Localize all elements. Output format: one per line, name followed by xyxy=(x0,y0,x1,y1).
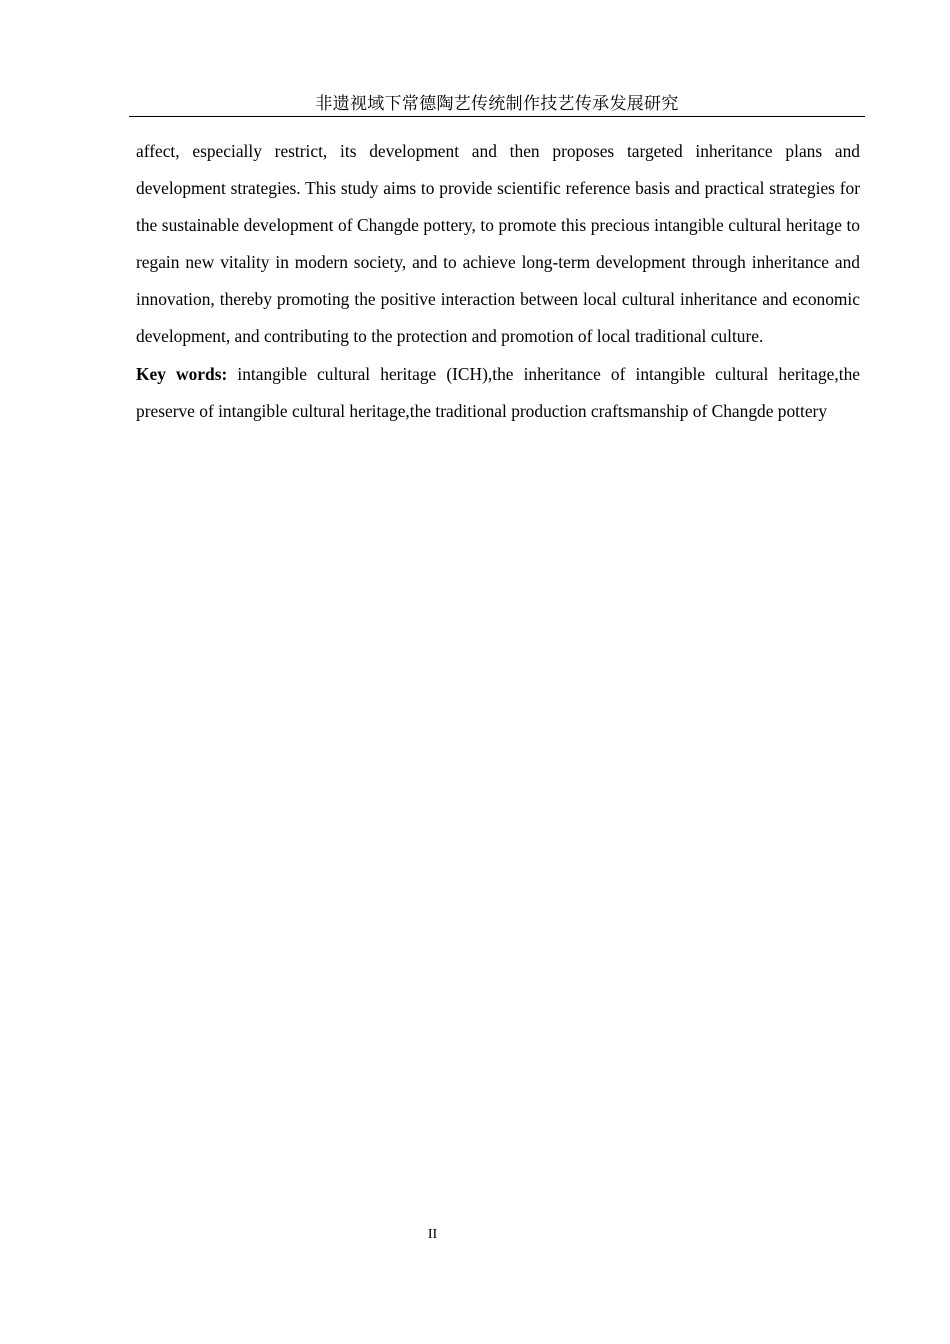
abstract-paragraph: affect, especially restrict, its development and then proposes targeted inheritance plans and development strategies. This study aims to provide scientific reference basis and practical strategies for the sustainable development of Changde pottery, to promote this precious intangible cultural heritage to regain new vitality in modern society, and to achieve long-term development through inheritance and innovation, thereby promoting the positive interaction between local cultural inheritance and economic development, and contributing to the protection and promotion of local traditional culture. xyxy=(136,141,860,347)
keywords-label: Key words: xyxy=(136,363,228,384)
keywords-line xyxy=(136,356,860,430)
running-header xyxy=(129,92,865,117)
abstract-body xyxy=(136,133,860,430)
keywords-text: intangible cultural heritage (ICH),the inheritance of intangible cultural heritage,the preserve of intangible cultural heritage,the traditional production craftsmanship of Changde pottery xyxy=(136,363,860,421)
page-number: II xyxy=(427,1227,438,1242)
header-title: 非遗视域下常德陶艺传统制作技艺传承发展研究 xyxy=(315,94,679,114)
